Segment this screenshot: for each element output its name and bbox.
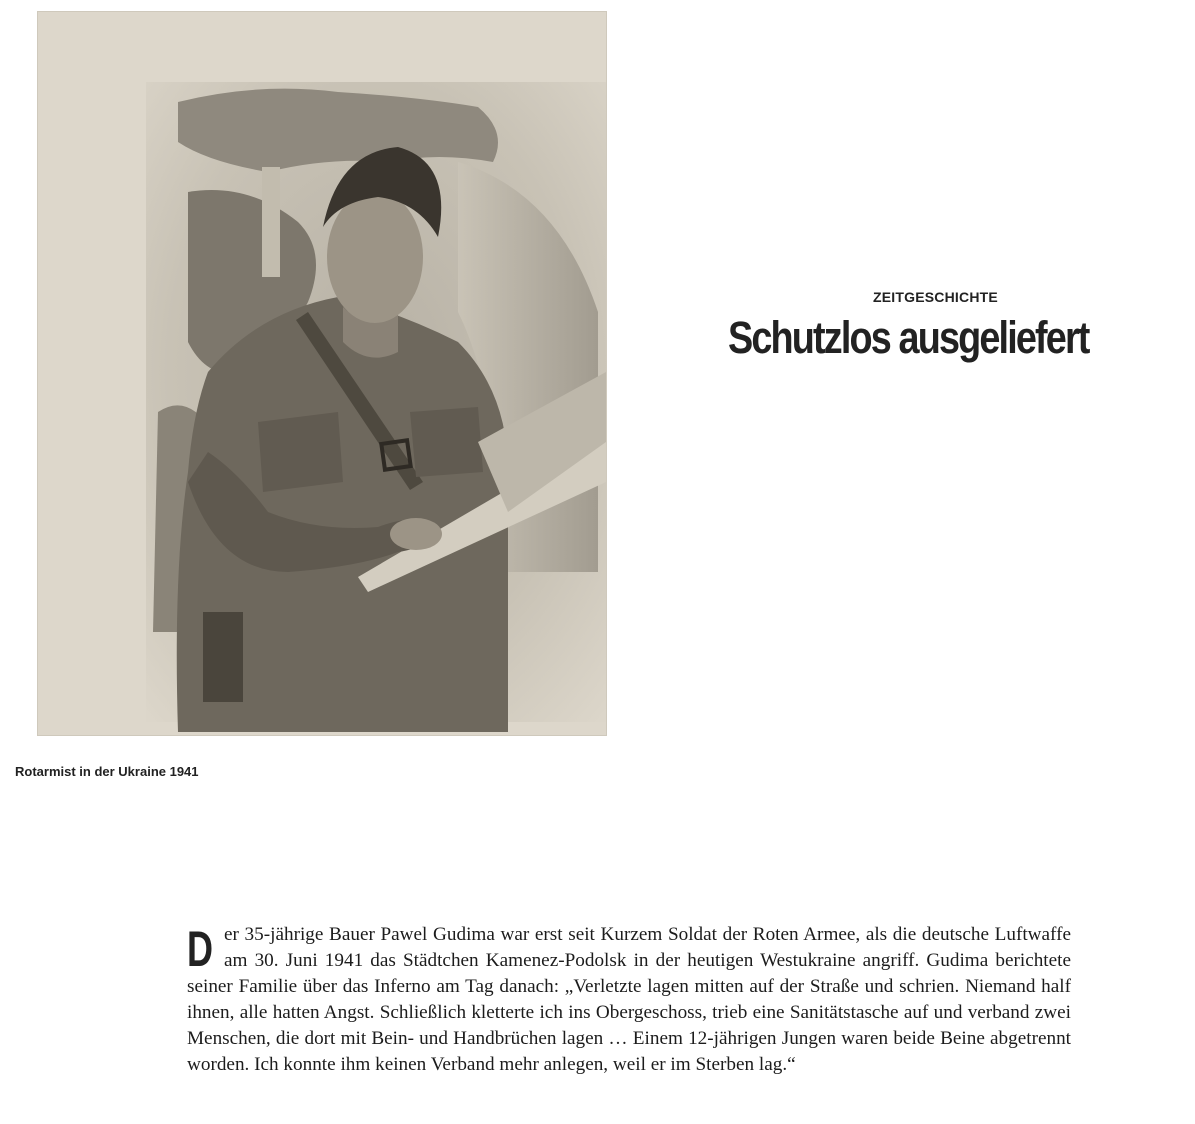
drop-cap: D <box>187 921 213 977</box>
article-headline: Schutzlos ausgeliefert <box>728 312 1089 363</box>
photo-caption: Rotarmist in der Ukraine 1941 <box>15 764 199 779</box>
section-kicker: ZEITGESCHICHTE <box>873 289 998 305</box>
archival-photo <box>38 12 606 735</box>
article-body <box>187 922 1071 1078</box>
article-text: er 35-jährige Bauer Pawel Gudima war erst seit Kurzem Soldat der Roten Armee, als die deutsche Luftwaffe am 30. Juni 1941 das Städtchen Kamenez-Podolsk in der heutigen Westukraine angriff. Gudima berichtete seiner Familie über das Inferno am Tag danach: „Verletzte lagen mitten auf der Straße und schrien. Niemand half ihnen, alle hatten Angst. Schließlich kletterte ich ins Obergeschoss, trieb eine Sanitätstasche auf und verband zwei Menschen, die dort mit Bein- und Handbrüchen lagen … Einem 12-jährigen Jungen waren beide Beine abgetrennt worden. Ich konnte ihm keinen Verband mehr anlegen, weil er im Sterben lag.“ <box>187 924 1071 1075</box>
photo-illustration <box>38 12 606 735</box>
